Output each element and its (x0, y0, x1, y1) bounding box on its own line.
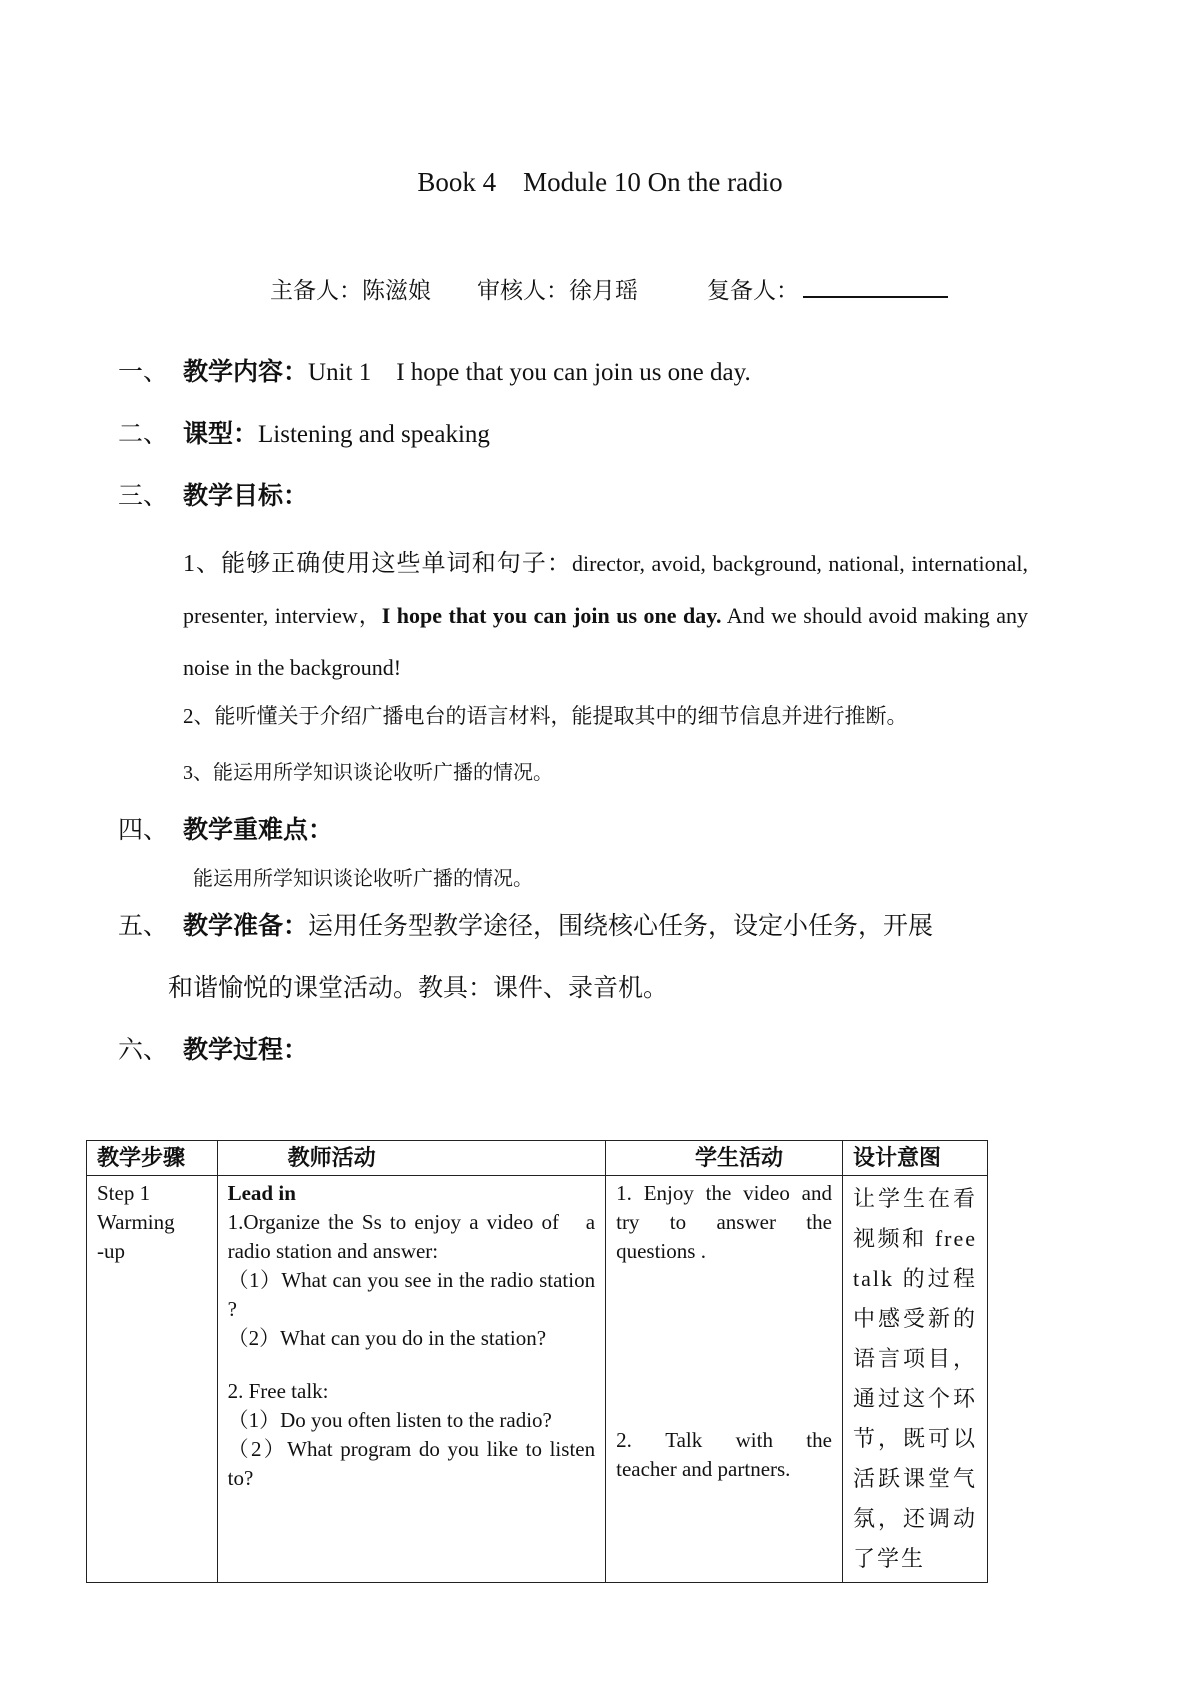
header-step: 教学步骤 (87, 1141, 218, 1176)
section-number: 五、 (118, 913, 169, 940)
prep-label: 主备人： (270, 278, 362, 303)
key-points-text: 能运用所学知识谈论收听广播的情况。 (193, 868, 533, 890)
step-line: Step 1 (97, 1181, 151, 1205)
review-label: 审核人： (477, 278, 569, 303)
student-activity-cell (606, 1176, 843, 1583)
section-text: Unit 1 I hope that you can join us one day. (308, 359, 751, 386)
goal-3: 3、能运用所学知识谈论收听广播的情况。 (183, 762, 553, 784)
header-student: 学生活动 (606, 1141, 843, 1176)
section-preparation-cont: 和谐愉悦的课堂活动。教具：课件、录音机。 (168, 975, 669, 1002)
teacher-text: （2）What program do you like to listen to? (227, 1437, 596, 1490)
table-header-row (87, 1141, 988, 1176)
section-heading: 教学内容： (183, 359, 309, 386)
goal-2: 2、能听懂关于介绍广播电台的语言材料，能提取其中的细节信息并进行推断。 (183, 704, 908, 728)
goal-1-tail: And we should avoid making any noise in the background! (183, 603, 1028, 680)
section-text: 运用任务型教学途径，围绕核心任务，设定小任务，开展 (308, 913, 934, 940)
section-number: 四、 (118, 817, 169, 844)
teacher-text: （1）Do you often listen to the radio? (227, 1408, 552, 1432)
step-cell (87, 1176, 218, 1583)
section-heading: 教学目标： (183, 483, 309, 510)
goal-1-label: 1、能够正确使用这些单词和句子： (183, 551, 572, 577)
design-intent-cell (842, 1176, 987, 1583)
section-heading: 教学准备： (183, 913, 309, 940)
step-line: Warming (97, 1210, 175, 1234)
table-row (87, 1176, 988, 1583)
section-heading: 教学过程： (183, 1037, 309, 1064)
review-name: 徐月瑶 (569, 278, 638, 303)
goal-1 (183, 538, 1028, 694)
goal-1-key-sentence: I hope that you can join us one day. (381, 603, 722, 628)
section-content (118, 352, 751, 388)
section-heading: 课型： (183, 421, 259, 448)
teacher-text: （1）What can you see in the radio station ? (227, 1268, 596, 1321)
section-number: 三、 (118, 483, 169, 510)
section-number: 六、 (118, 1037, 169, 1064)
teacher-text: 2. Free talk: (227, 1379, 329, 1403)
header-intent: 设计意图 (842, 1141, 987, 1176)
student-text: 2. Talk with the teacher and partners. (616, 1428, 832, 1481)
step-line: -up (97, 1239, 125, 1263)
section-number: 二、 (118, 421, 169, 448)
section-preparation (118, 906, 933, 942)
section-goals (118, 476, 308, 512)
section-key-points (118, 810, 333, 846)
page-title: Book 4 Module 10 On the radio (417, 167, 783, 197)
student-text: 1. Enjoy the video and try to answer the questions . (616, 1181, 832, 1263)
goal-1-words: director, avoid, background, national, international, presenter, interview， (183, 551, 1028, 628)
section-text: Listening and speaking (258, 421, 490, 448)
prep-name: 陈滋娘 (362, 278, 431, 303)
intent-text: 让学生在看视频和 free talk 的过程中感受新的语言项目，通过这个环节，既可以活跃课堂气氛，还调动了学生 (852, 1186, 977, 1571)
teacher-text: 1.Organize the Ss to enjoy a video of a radio station and answer: (227, 1210, 596, 1263)
byline (270, 272, 948, 305)
section-number: 一、 (118, 359, 169, 386)
teacher-text: （2）What can you do in the station? (227, 1326, 547, 1350)
reprep-blank-line (803, 276, 948, 298)
section-heading: 教学重难点： (183, 817, 334, 844)
section-process (118, 1030, 308, 1066)
section-type (118, 414, 490, 450)
teacher-activity-cell (217, 1176, 606, 1583)
teacher-heading: Lead in (227, 1181, 296, 1205)
reprep-label: 复备人： (707, 278, 799, 303)
process-table (86, 1140, 988, 1583)
header-teacher: 教师活动 (217, 1141, 606, 1176)
